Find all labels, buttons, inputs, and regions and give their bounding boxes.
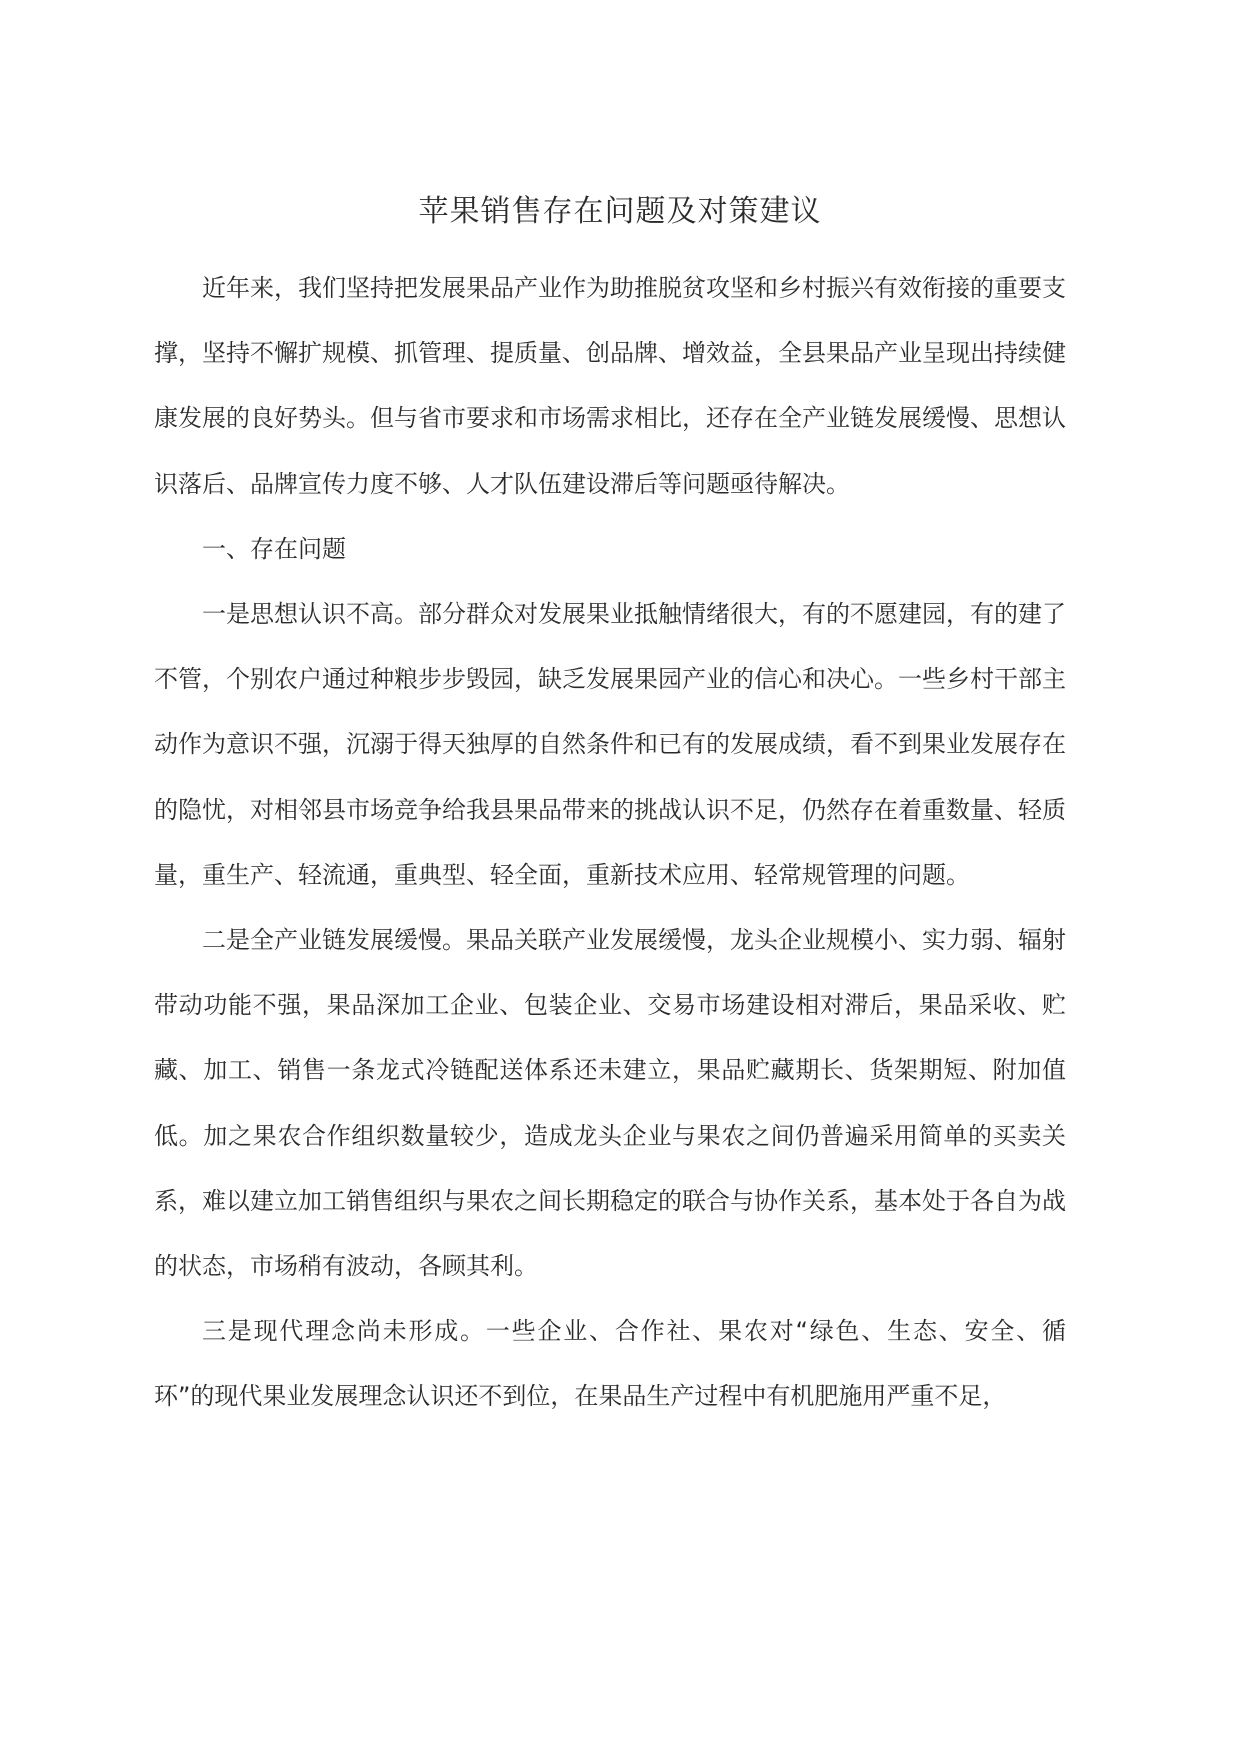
paragraph-problem-1: 一是思想认识不高。部分群众对发展果业抵触情绪很大，有的不愿建园，有的建了不管，个别农户通过种粮步步毁园，缺乏发展果园产业的信心和决心。一些乡村干部主动作为意识不强，沉溺于得天独厚的自然条件和已有的发展成绩，看不到果业发展存在的隐忧，对相邻县市场竞争给我县果品带来的挑战认识不足，仍然存在着重数量、轻质量，重生产、轻流通，重典型、轻全面，重新技术应用、轻常规管理的问题。: [154, 600, 1066, 889]
paragraph-intro: 近年来，我们坚持把发展果品产业作为助推脱贫攻坚和乡村振兴有效衔接的重要支撑，坚持不懈扩规模、抓管理、提质量、创品牌、增效益，全县果品产业呈现出持续健康发展的良好势头。但与省市要求和市场需求相比，还存在全产业链发展缓慢、思想认识落后、品牌宣传力度不够、人才队伍建设滞后等问题亟待解决。: [154, 274, 1066, 498]
paragraph-problem-3: 三是现代理念尚未形成。一些企业、合作社、果农对“绿色、生态、安全、循环”的现代果业发展理念认识还不到位，在果品生产过程中有机肥施用严重不足，: [154, 1317, 1066, 1411]
section-heading-problems: 一、存在问题: [202, 534, 346, 563]
paragraph-problem-2: 二是全产业链发展缓慢。果品关联产业发展缓慢，龙头企业规模小、实力弱、辐射带动功能不强，果品深加工企业、包装企业、交易市场建设相对滞后，果品采收、贮藏、加工、销售一条龙式冷链配送体系还未建立，果品贮藏期长、货架期短、附加值低。加之果农合作组织数量较少，造成龙头企业与果农之间仍普遍采用简单的买卖关系，难以建立加工销售组织与果农之间长期稳定的联合与协作关系，基本处于各自为战的状态，市场稍有波动，各顾其利。: [154, 926, 1066, 1281]
document-body: [154, 256, 1066, 1430]
document-title: 苹果销售存在问题及对策建议: [418, 194, 822, 229]
